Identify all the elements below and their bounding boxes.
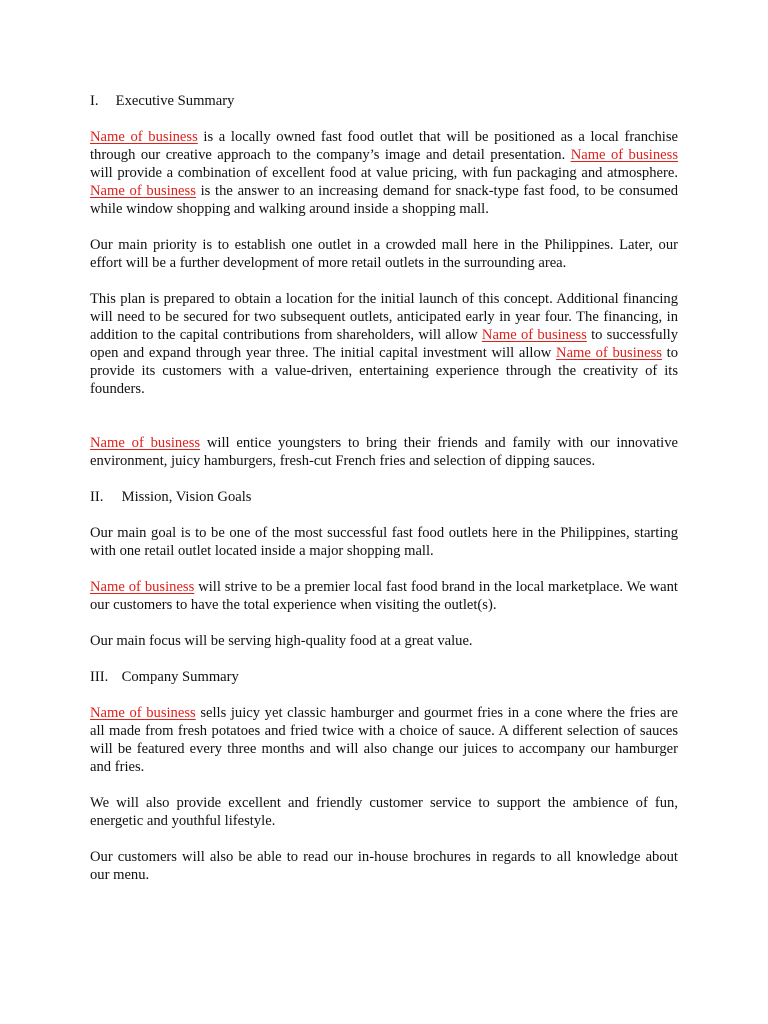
company-paragraph-2: We will also provide excellent and friendly customer service to support the ambience of fun, energetic and youthful lifestyle.	[90, 795, 678, 829]
section-number: I.	[90, 93, 99, 109]
section-title: Company Summary	[121, 669, 239, 685]
business-name-placeholder: Name of business	[90, 183, 196, 199]
section-heading-mission-vision-goals	[90, 488, 678, 506]
section-heading-company-summary	[90, 668, 678, 686]
business-name-placeholder: Name of business	[90, 435, 201, 451]
mission-paragraph-3: Our main focus will be serving high-quality food at a great value.	[90, 633, 473, 649]
section-heading-executive-summary	[90, 92, 678, 110]
business-name-placeholder: Name of business	[481, 327, 587, 343]
exec-paragraph-4: Name of business will entice youngsters to bring their friends and family with our innovative environment, juicy hamburgers, fresh-cut French fries and selection of dipping sauces.	[90, 435, 678, 469]
exec-paragraph-1: Name of business is a locally owned fast food outlet that will be positioned as a local franchise through our creative approach to the company’s image and detail presentation. Name of business will provide a combination of excellent food at value pricing, with fun packaging and atmosphere. Name of business is the answer to an increasing demand for snack-type fast food, to be consumed while window shopping and walking around inside a shopping mall.	[90, 129, 679, 217]
mission-paragraph-2: Name of business will strive to be a premier local fast food brand in the local marketplace. We want our customers to have the total experience when visiting the outlet(s).	[90, 579, 678, 613]
business-name-placeholder: Name of business	[90, 705, 196, 721]
section-title: Mission, Vision Goals	[121, 489, 252, 505]
section-number: II.	[90, 489, 104, 505]
document-page	[90, 92, 678, 902]
exec-paragraph-3: This plan is prepared to obtain a location for the initial launch of this concept. Additional financing will need to be secured for two subsequent outlets, anticipated early in year four. The financing, in addition to the capital contributions from shareholders, will allow Name of business to successfully open and expand through year three. The initial capital investment will allow Name of business to provide its customers with a value-driven, entertaining experience through the creativity of its founders.	[90, 291, 679, 397]
company-paragraph-1: Name of business sells juicy yet classic hamburger and gourmet fries in a cone where the fries are all made from fresh potatoes and fried twice with a choice of sauce. A different selection of sauces will be featured every three months and will also change our juices to accompany our hamburger and fries.	[90, 705, 678, 775]
business-name-placeholder: Name of business	[90, 579, 195, 595]
mission-paragraph-1: Our main goal is to be one of the most successful fast food outlets here in the Philippines, starting with one retail outlet located inside a major shopping mall.	[90, 525, 678, 559]
section-number: III.	[90, 669, 109, 685]
section-title: Executive Summary	[115, 93, 235, 109]
business-name-placeholder: Name of business	[90, 129, 198, 145]
business-name-placeholder: Name of business	[570, 147, 678, 163]
business-name-placeholder: Name of business	[556, 345, 662, 361]
company-paragraph-3: Our customers will also be able to read our in-house brochures in regards to all knowledge about our menu.	[90, 849, 678, 883]
exec-paragraph-2: Our main priority is to establish one outlet in a crowded mall here in the Philippines. Later, our effort will be a further development of more retail outlets in the surrounding area.	[90, 237, 678, 271]
